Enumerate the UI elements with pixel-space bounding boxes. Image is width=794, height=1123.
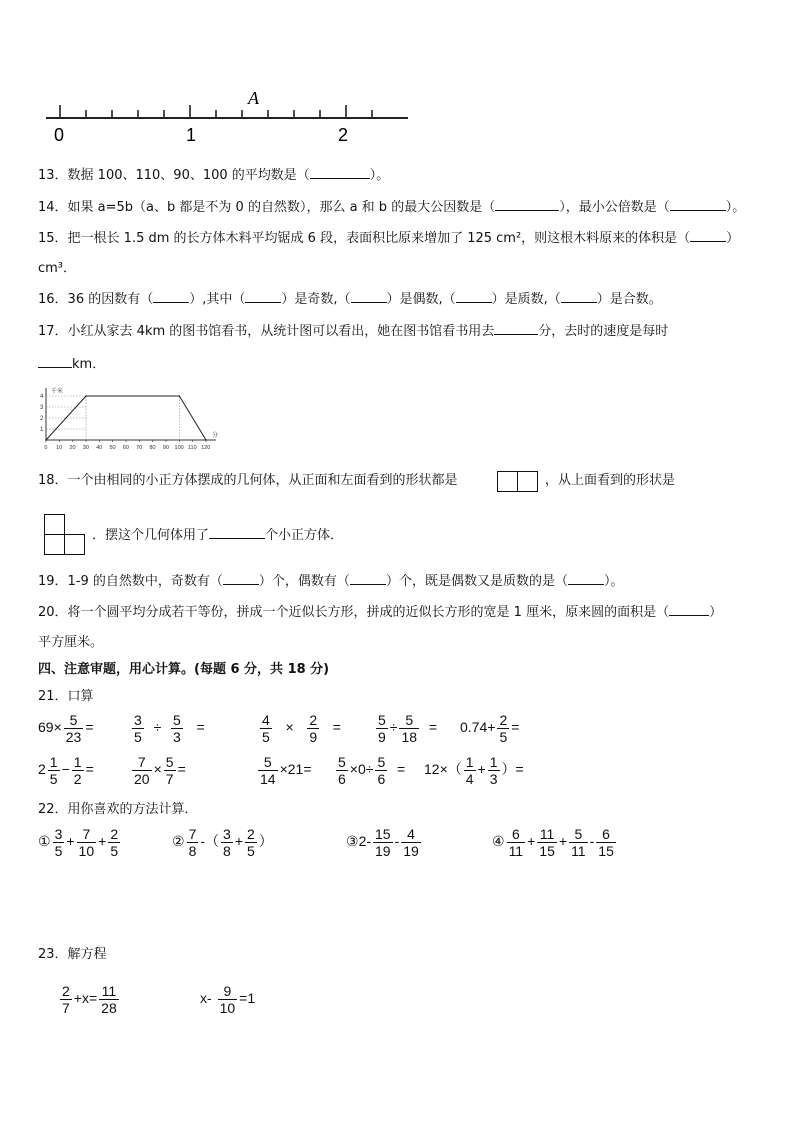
chart-x-unit: 分 [212, 433, 219, 439]
question-17-line-2: km． [38, 355, 105, 374]
question-20-line-1: 20．将一个圆平均分成若干等份，拼成一个近似长方形，拼成的近似长方形的宽是 1 厘米，原来圆的面积是（ ） [38, 605, 723, 620]
chart-x-tick-40: 40 [96, 445, 103, 451]
q22-problem-2: ② $\frac{7}{8}$ -（ $\frac{3}{8}$ + $\frac{2}{5}$ ） [172, 826, 273, 859]
question-14: 14．如果 a=5b（a、b 都是不为 0 的自然数），那么 a 和 b 的最大公因数是（ ），最小公倍数是（ ）。 [38, 200, 746, 215]
q23-equation-1: $\frac{2}{7}$ +x= $\frac{11}{28}$ [62, 983, 117, 1016]
chart-y-tick-1: 1 [40, 427, 44, 433]
q19-blank-2[interactable] [350, 572, 386, 585]
chart-x-tick-70: 70 [136, 445, 143, 451]
question-18-line-1-end: ，从上面看到的形状是 [545, 473, 676, 488]
q21-expr-2: $\frac{3}{5}$ ÷ $\frac{5}{3}$ = [134, 712, 205, 745]
q16-blank-1[interactable] [153, 290, 189, 303]
q17-blank-2[interactable] [38, 355, 72, 368]
q21-expr-4: $\frac{5}{9}$ ÷ $\frac{5}{18}$ = [378, 712, 438, 745]
q21-expr-8: $\frac{5}{14}$ ×21= [260, 754, 312, 787]
q13-blank[interactable] [310, 166, 370, 179]
question-16: 16．36 的因数有（ ）,其中（ ）是奇数,（ ）是偶数,（ ）是质数,（ ）是合数。 [38, 292, 662, 307]
chart-x-tick-0: 0 [44, 445, 48, 451]
chart-x-tick-60: 60 [122, 445, 129, 451]
q18-blank[interactable] [209, 526, 265, 539]
q16-blank-3[interactable] [351, 290, 387, 303]
top-view-shape [44, 514, 84, 554]
chart-x-tick-50: 50 [109, 445, 116, 451]
chart-point-0 [45, 439, 47, 441]
number-line-ticks [60, 105, 372, 118]
q16-blank-5[interactable] [561, 290, 597, 303]
chart-point-3 [205, 439, 207, 441]
tick-label-1: 1 [186, 125, 197, 145]
front-view-shape [497, 471, 537, 491]
q21-expr-6: 2 $\frac{1}{5}$ − $\frac{1}{2}$ = [38, 754, 94, 787]
chart-x-tick-30: 30 [82, 445, 89, 451]
chart-x-tick-110: 110 [187, 445, 197, 451]
question-18-line-1: 18．一个由相同的小正方体摆成的几何体，从正面和左面看到的形状都是 [38, 473, 458, 488]
q21-expr-9: $\frac{5}{6}$ ×0÷ $\frac{5}{6}$ = [338, 754, 406, 787]
question-22-title: 22．用你喜欢的方法计算． [38, 802, 198, 817]
front-view-square-2 [517, 471, 538, 492]
q15-blank[interactable] [690, 229, 726, 242]
top-view-square-bottom-right [64, 534, 85, 555]
question-20-line-2: 平方厘米。 [38, 635, 104, 650]
question-19: 19．1-9 的自然数中，奇数有（ ）个，偶数有（ ）个，既是偶数又是质数的是（ ）。 [38, 574, 624, 589]
q14-blank-1[interactable] [495, 198, 559, 211]
q22-problem-1: ① $\frac{3}{5}$ + $\frac{7}{10}$ + $\frac{2}{5}$ [38, 826, 119, 859]
q21-expr-3: $\frac{4}{5}$ × $\frac{2}{9}$ = [262, 712, 341, 745]
question-18-line-2: ．摆这个几何体用了 个小正方体． [92, 528, 344, 543]
number-line-svg [40, 85, 420, 147]
q21-expr-1: 69× $\frac{5}{23}$ = [38, 712, 94, 745]
tick-label-0: 0 [54, 125, 65, 145]
q21-expr-10: 12×（ $\frac{1}{4}$ + $\frac{1}{3}$ ）= [424, 754, 524, 787]
chart-x-tick-90: 90 [162, 445, 169, 451]
q20-blank[interactable] [669, 603, 709, 616]
section-4-heading: 四、注意审题，用心计算。(每题 6 分，共 18 分) [38, 662, 330, 677]
question-17-line-1: 17．小红从家去 4km 的图书馆看书，从统计图可以看出，她在图书馆看书用去 分，去时的速度是每时 [38, 324, 669, 339]
chart-y-tick-2: 2 [40, 416, 44, 422]
q23-equation-2: x- $\frac{9}{10}$ =1 [200, 983, 256, 1016]
q21-expr-5: 0.74+ $\frac{2}{5}$ = [460, 712, 520, 745]
q17-blank-1[interactable] [494, 322, 538, 335]
front-view-square-1 [497, 471, 518, 492]
chart-point-1 [85, 395, 87, 397]
q19-blank-1[interactable] [223, 572, 259, 585]
question-13: 13．数据 100、110、90、100 的平均数是（ ）。 [38, 168, 390, 183]
q22-problem-4: ④ $\frac{6}{11}$ + $\frac{11}{15}$ + $\frac{5}{11}$ - $\frac{6}{15}$ [492, 826, 614, 859]
point-a-label: A [248, 88, 259, 108]
chart-x-tick-80: 80 [149, 445, 156, 451]
top-view-square-top [44, 514, 65, 535]
chart-y-tick-4: 4 [40, 394, 44, 400]
q16-blank-4[interactable] [456, 290, 492, 303]
q19-blank-3[interactable] [568, 572, 604, 585]
tick-label-2: 2 [338, 125, 349, 145]
q17-distance-time-chart [32, 384, 222, 456]
chart-y-unit: 千米 [51, 389, 64, 395]
q22-problem-3: ③2- $\frac{15}{19}$ - $\frac{4}{19}$ [346, 826, 419, 859]
chart-y-tick-3: 3 [40, 405, 44, 411]
question-23-title: 23．解方程 [38, 947, 107, 962]
q14-blank-2[interactable] [670, 198, 726, 211]
question-15-line-2: cm³． [38, 261, 77, 276]
chart-x-tick-120: 120 [201, 445, 211, 451]
top-view-square-bottom-left [44, 534, 65, 555]
chart-x-tick-10: 10 [56, 445, 63, 451]
chart-point-2 [179, 395, 181, 397]
q16-blank-2[interactable] [245, 290, 281, 303]
q21-expr-7: $\frac{7}{20}$ × $\frac{5}{7}$ = [134, 754, 186, 787]
chart-x-tick-100: 100 [174, 445, 184, 451]
chart-x-tick-20: 20 [69, 445, 76, 451]
question-21-title: 21．口算 [38, 689, 94, 704]
question-15-line-1: 15．把一根长 1.5 dm 的长方体木料平均锯成 6 段，表面积比原来增加了 125 cm²，则这根木料原来的体积是（ ） [38, 231, 740, 246]
